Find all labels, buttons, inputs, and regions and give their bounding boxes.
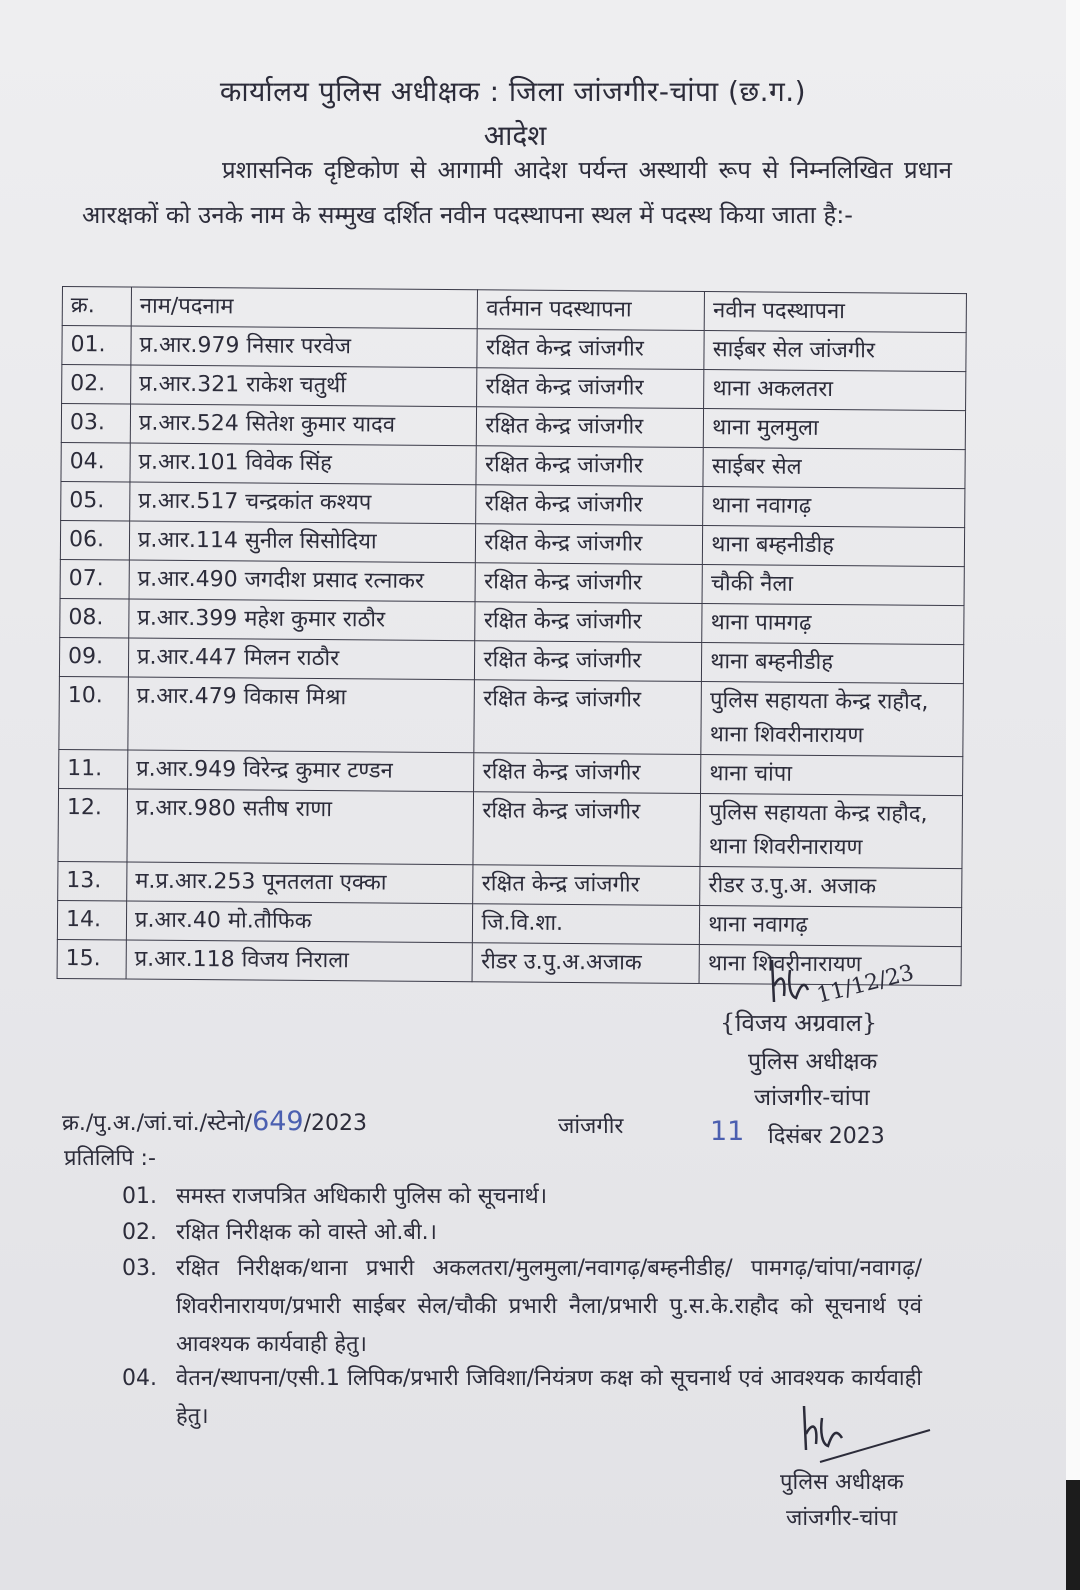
order-title: आदेश <box>483 119 547 152</box>
signature-scribble-2 <box>790 1400 950 1470</box>
cell-new-posting: चौकी नैला <box>702 565 964 606</box>
cell-new-posting: साईबर सेल <box>703 448 965 489</box>
cell-sno: 08. <box>60 598 129 638</box>
cell-new-posting: पुलिस सहायता केन्द्र राहौद, थाना शिवरीनारायण <box>700 794 962 869</box>
header-new-posting: नवीन पदस्थापना <box>704 292 966 333</box>
cell-name: प्र.आर.399 महेश कुमार राठौर <box>129 599 476 641</box>
cell-new-posting: थाना नवागढ़ <box>700 906 962 947</box>
copy-item-number: 04. <box>122 1366 157 1391</box>
header-sno: क्र. <box>62 287 131 327</box>
cell-sno: 02. <box>62 365 131 405</box>
cell-new-posting: थाना बम्हनीडीह <box>703 526 965 567</box>
cell-new-posting: साईबर सेल जांजगीर <box>704 331 966 372</box>
cell-sno: 10. <box>59 676 129 750</box>
cell-name: प्र.आर.979 निसार परवेज <box>131 326 478 368</box>
cell-sno: 05. <box>61 481 130 521</box>
cell-current-posting: रक्षित केन्द्र जांजगीर <box>477 368 704 409</box>
copy-item <box>122 1178 922 1216</box>
copy-item-text: समस्त राजपत्रित अधिकारी पुलिस को सूचनार्थ। <box>176 1184 548 1209</box>
signatory-2-place: जांजगीर-चांपा <box>786 1506 898 1531</box>
page-edge <box>1066 0 1080 1590</box>
reference-place: जांजगीर <box>558 1114 624 1139</box>
cell-current-posting: रक्षित केन्द्र जांजगीर <box>475 641 702 682</box>
copy-item <box>122 1250 922 1364</box>
cell-name: प्र.आर.479 विकास मिश्रा <box>128 677 475 753</box>
cell-name: प्र.आर.101 विवेक सिंह <box>130 443 477 485</box>
cell-current-posting: रक्षित केन्द्र जांजगीर <box>476 524 703 565</box>
cell-sno: 01. <box>62 326 131 366</box>
cell-sno: 14. <box>57 900 126 940</box>
reference-day: 11 <box>710 1116 745 1147</box>
cell-current-posting: रक्षित केन्द्र जांजगीर <box>477 329 704 370</box>
signatory-place: जांजगीर-चांपा <box>754 1085 870 1111</box>
header-current-posting: वर्तमान पदस्थापना <box>478 290 705 331</box>
cell-current-posting: रक्षित केन्द्र जांजगीर <box>475 602 702 643</box>
reference-line <box>62 1106 367 1137</box>
cell-name: प्र.आर.490 जगदीश प्रसाद रत्नाकर <box>129 560 476 602</box>
cell-name: म.प्र.आर.253 पूनतलता एक्का <box>127 862 474 904</box>
cell-current-posting: रक्षित केन्द्र जांजगीर <box>473 792 700 867</box>
cell-name: प्र.आर.118 विजय निराला <box>126 940 473 982</box>
cell-new-posting: रीडर उ.पु.अ. अजाक <box>700 867 962 908</box>
cell-sno: 09. <box>59 637 128 677</box>
table-body <box>57 326 966 986</box>
copy-item-number: 03. <box>122 1256 157 1281</box>
cell-current-posting: रक्षित केन्द्र जांजगीर <box>476 485 703 526</box>
signature-date: 11/12/23 <box>814 960 917 1009</box>
cell-new-posting: थाना मुलमुला <box>704 409 966 450</box>
table-row <box>59 676 964 756</box>
cell-current-posting: रक्षित केन्द्र जांजगीर <box>474 680 701 755</box>
copy-item <box>122 1214 922 1252</box>
copy-item-text: वेतन/स्थापना/एसी.1 लिपिक/प्रभारी जिविशा/नियंत्रण कक्ष को सूचनार्थ एवं आवश्यक कार्यवाही हेतु। <box>176 1366 922 1429</box>
reference-month-year: दिसंबर 2023 <box>768 1124 885 1149</box>
cell-sno: 06. <box>60 520 129 560</box>
copy-item-text: रक्षित निरीक्षक को वास्ते ओ.बी.। <box>176 1220 437 1245</box>
page-edge-shadow <box>1066 1480 1080 1590</box>
cell-sno: 11. <box>59 749 128 789</box>
cell-current-posting: जि.वि.शा. <box>473 904 700 945</box>
cell-new-posting: थाना अकलतरा <box>704 370 966 411</box>
cell-name: प्र.आर.447 मिलन राठौर <box>128 638 475 680</box>
signatory-2-designation: पुलिस अधीक्षक <box>780 1470 904 1495</box>
cell-name: प्र.आर.524 सितेश कुमार यादव <box>130 404 477 446</box>
cell-current-posting: रक्षित केन्द्र जांजगीर <box>474 753 701 794</box>
order-intro: प्रशासनिक दृष्टिकोण से आगामी आदेश पर्यन्त अस्थायी रूप से निम्नलिखित प्रधान आरक्षकों को उनके नाम के सम्मुख दर्शित नवीन पदस्थापना स्थल में पदस्थ किया जाता है:- <box>82 156 952 229</box>
cell-new-posting: थाना बम्हनीडीह <box>702 643 964 684</box>
copy-label: प्रतिलिपि :- <box>64 1146 156 1171</box>
cell-sno: 12. <box>58 788 128 862</box>
cell-sno: 13. <box>58 861 127 901</box>
table-row <box>58 788 963 868</box>
copy-item-number: 02. <box>122 1220 157 1245</box>
signatory-designation: पुलिस अधीक्षक <box>748 1049 878 1075</box>
cell-name: प्र.आर.321 राकेश चतुर्थी <box>131 365 478 407</box>
cell-name: प्र.आर.517 चन्द्रकांत कश्यप <box>130 482 477 524</box>
cell-new-posting: थाना शिवरीनारायण <box>699 945 961 986</box>
cell-name: प्र.आर.980 सतीष राणा <box>127 789 474 865</box>
cell-new-posting: थाना पामगढ़ <box>702 604 964 645</box>
copy-item-text: रक्षित निरीक्षक/थाना प्रभारी अकलतरा/मुलमुला/नवागढ़/बम्हनीडीह/ पामगढ़/चांपा/नवागढ़/शिवरीनारायण/प्रभारी साईबर सेल/चौकी प्रभारी नैला/प्रभारी पु.स.के.राहौद को सूचनार्थ एवं आवश्यक कार्यवाही हेतु। <box>176 1256 922 1357</box>
cell-sno: 07. <box>60 559 129 599</box>
cell-new-posting: थाना चांपा <box>701 755 963 796</box>
cell-current-posting: रक्षित केन्द्र जांजगीर <box>477 407 704 448</box>
cell-name: प्र.आर.40 मो.तौफिक <box>126 901 473 943</box>
cell-sno: 15. <box>57 939 126 979</box>
cell-new-posting: थाना नवागढ़ <box>703 487 965 528</box>
cell-current-posting: रक्षित केन्द्र जांजगीर <box>476 563 703 604</box>
reference-number: 649 <box>252 1106 304 1137</box>
cell-current-posting: रक्षित केन्द्र जांजगीर <box>476 446 703 487</box>
cell-current-posting: रीडर उ.पु.अ.अजाक <box>473 943 700 984</box>
header-name: नाम/पदनाम <box>131 287 478 329</box>
reference-suffix: /2023 <box>303 1111 368 1136</box>
transfer-table <box>57 286 967 986</box>
cell-sno: 04. <box>61 442 130 482</box>
cell-current-posting: रक्षित केन्द्र जांजगीर <box>473 865 700 906</box>
copy-item-number: 01. <box>122 1184 157 1209</box>
cell-name: प्र.आर.949 विरेन्द्र कुमार टण्डन <box>128 750 475 792</box>
cell-new-posting: पुलिस सहायता केन्द्र राहौद, थाना शिवरीनारायण <box>701 682 963 757</box>
cell-name: प्र.आर.114 सुनील सिसोदिया <box>129 521 476 563</box>
signatory-name: {विजय अग्रवाल} <box>720 1009 878 1037</box>
cell-sno: 03. <box>61 404 130 444</box>
reference-prefix: क्र./पु.अ./जां.चां./स्टेनो/ <box>62 1111 253 1136</box>
office-heading: कार्यालय पुलिस अधीक्षक : जिला जांजगीर-चांपा (छ.ग.) <box>219 75 807 108</box>
